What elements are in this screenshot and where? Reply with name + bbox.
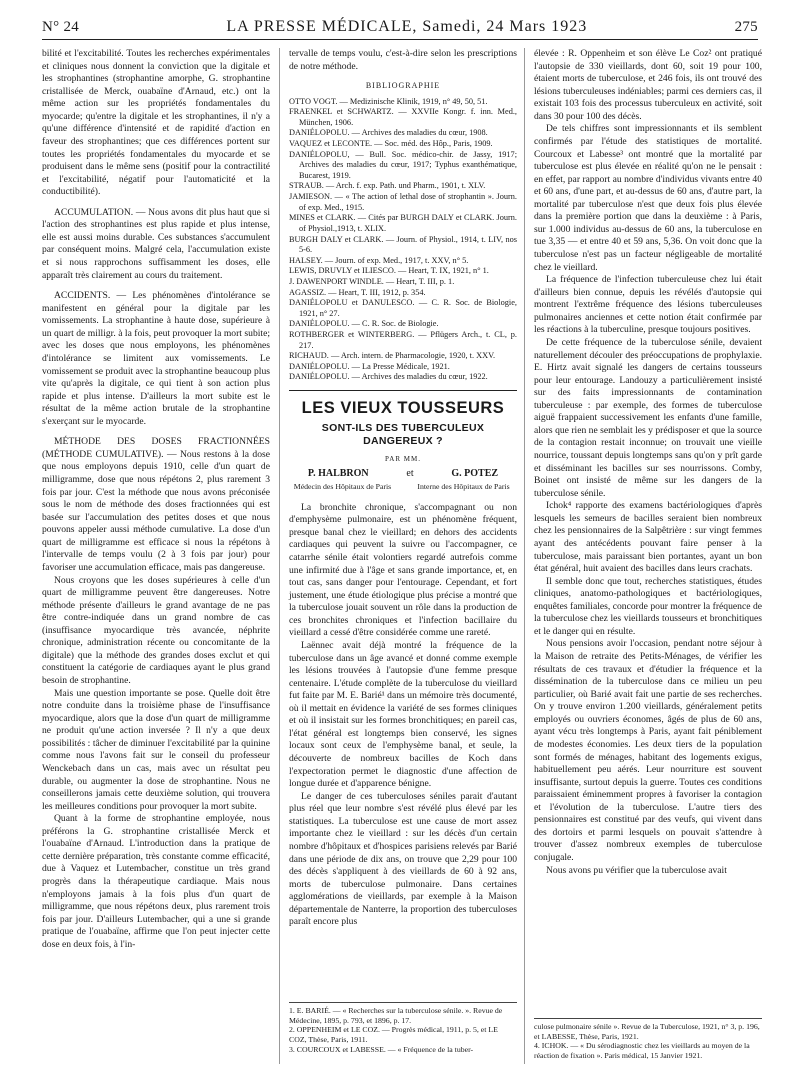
bibliography-entry: HALSEY. — Journ. of exp. Med., 1917, t. XXV, n° 5. <box>289 255 469 265</box>
bibliography-entry: RICHAUD. — Arch. intern. de Pharmacologie, 1920, t. XXV. <box>289 351 496 361</box>
bibliography-entry: BURGH DALY et CLARK. — Journ. of Physiol., 1914, t. LIV, nos 5-6. <box>289 234 517 255</box>
paragraph: ACCIDENTS. — Les phénomènes d'intolérance se manifestent en général pour la digitale par les vomissements. La strophantine à haute dose, supérieure à un quart de milligr. à la fois, peut provoquer la mort subite; avec les doses que nous employons, les phénomènes d'intolérance se limitent aux vomissements. Le vomissement se produit avec la strophantine beaucoup plus vite qu'après la digitale, ce qui tient à son action plus rapide et plus intense. D'ailleurs la mort subite est le résultat de la même action brutale de la strophantine s'exerçant sur le myocarde. <box>42 290 270 427</box>
paragraph: La bronchite chronique, s'accompagnant ou non d'emphysème pulmonaire, est un phénomène fréquent, presque banal chez le vieillard; en dehors des accidents cardiaques qui peuvent la suivre ou l'accompagner, ce catarrhe sénile était volontiers regardé autrefois comme une infirmité due à l'âge et sans grande importance, et, en tout cas, sans danger pour l'entourage. Cependant, et fort justement, une étude étiologique plus précise a montré que la tuberculose jouait souvent un rôle dans la production de ces bronchites chroniques et l'infection bacillaire du vieillard a cessé d'être considérée comme une rareté. <box>289 501 517 639</box>
bibliography-entry: AGASSIZ. — Heart, T. III, 1912, p. 354. <box>289 287 426 297</box>
paragraph: ACCUMULATION. — Nous avons dit plus haut que si l'action des strophantines est plus rapide et plus intense, elle est aussi moins durable. Ces substances s'accumulent par conséquent moins. Malgré cela, l'accumulation existe et si nous rapprochons suffisamment les doses, elle apparaît très clairement au cours du traitement. <box>42 206 270 281</box>
authors <box>289 467 517 480</box>
article-title: LES VIEUX TOUSSEURS <box>301 399 505 418</box>
footnote: 3. COURCOUX et LABESSE. — « Fréquence de la tuber- <box>289 1044 474 1054</box>
paragraph: Le danger de ces tuberculoses séniles parait d'autant plus réel que leur nombre s'est révélé plus élevé par les statistiques. La tuberculose est une cause de mort assez importante chez le vieillard : sur les décès d'un certain nombre d'hôpitaux et d'hospices parisiens relevés par Barié dans une période de dix ans, on trouve que 2,29 pour 100 des décès s'appliquent à des vieillards de 60 à 92 ans, morts de tuberculose pulmonaire. Dans certaines agglomérations de vieillards, par exemple à la Maison départementale de Nanterre, la proportion des tuberculoses paraît encore plus <box>289 790 517 928</box>
paragraph: Il semble donc que tout, recherches statistiques, études cliniques, anatomo-pathologiques et bactériologiques, enquêtes familiales, concorde pour montrer la fréquence de la tuberculose chez les vieillards tousseurs et bronchitiques et le danger qui en résulte. <box>534 575 762 637</box>
paragraph: Laënnec avait déjà montré la fréquence de la tuberculose dans un âge avancé et donné comme exemple les lésions trouvées à l'autopsie d'une femme presque centenaire. L'étude complète de la tuberculose du vieillard fut faite par M. E. Barié¹ dans un mémoire très documenté, où il mettait en évidence la variété de ses formes cliniques et où il insistait sur les formes bronchitiques; en pareil cas, l'état général est longtemps bien conservé, les signes locaux sont ceux de l'emphysème banal, et seule, la découverte de nombreux bacilles de Koch dans l'expectoration permet le diagnostic d'une affection de longue durée et d'apparence bénigne. <box>289 639 517 790</box>
bibliography-entry: J. DAWENPORT WINDLE. — Heart, T. III, p. 1. <box>289 276 455 286</box>
paragraph: Nous pensions avoir l'occasion, pendant notre séjour à la Maison de retraite des Petits-Ménages, de vérifier les résultats de ces travaux et d'étudier la fréquence et la dissémination de la tuberculose dans ce milieu un peu particulier, où Barié avait fait une partie de ses recherches. On y trouve environ 1.200 vieillards, généralement petits employés ou ouvriers économes, âgés de plus de 60 ans, ayant vécu très longtemps à Paris, ayant fait péniblement de modestes économies. Les deux tiers de la population sont formés de ménages, habitant des logements exigus, habituellement peu aérés. Leur nourriture est souvent insuffisante, surtout depuis la guerre. Toutes ces conditions paraissaient éminemment propres à favoriser la contagion et l'évolution de la tuberculose. L'autre tiers des pensionnaires est constitué par des veufs, qui vivent dans des dortoirs et parmi lesquels on pouvait s'attendre à trouver d'assez nombreux exemples de tuberculose conjugale. <box>534 638 762 863</box>
bibliography-entry: JAMIESON. — « The action of lethal dose of strophantin ». Journ. of exp. Med., 1915. <box>289 192 517 212</box>
byline-prefix: PAR MM. <box>385 455 421 464</box>
affiliation: Interne des Hôpitaux de Paris <box>417 482 510 492</box>
column-2 <box>289 48 517 929</box>
bibliography-list <box>289 97 517 383</box>
bibliography-entry: FRAENKEL et SCHWARTZ. — XXVIIe Kongr. f. inn. Med., München, 1906. <box>289 107 517 127</box>
page-header <box>42 14 758 40</box>
paragraph: La fréquence de l'infection tuberculeuse chez lui était d'ailleurs bien connue, depuis les révélés d'autopsie qui montrent l'extrême fréquence des lésions tuberculeuses pulmonaires anciennes et cette notion était confirmée par les réactions à la tuberculine, presque toujours positives. <box>534 274 762 336</box>
bibliography-entry: DANIÉLOPOLU. — Archives des maladies du cœur, 1922. <box>289 372 488 382</box>
article-subtitle: SONT-ILS DES TUBERCULEUX DANGEREUX ? <box>321 421 485 448</box>
footnote: culose pulmonaire sénile ». Revue de la Tuberculose, 1921, n° 3, p. 196, et LABESSE, Thèse, Paris, 1921. <box>534 1022 760 1041</box>
author-name: G. POTEZ <box>451 468 499 480</box>
footnote: 4. ICHOK. — « Du sérodiagnostic chez les vieillards au moyen de la réaction de fixation ». Paris médical, 15 Janvier 1921. <box>534 1041 750 1061</box>
bibliography-entry: STRAUB. — Arch. f. exp. Path. und Pharm., 1901, t. XLV. <box>289 181 486 191</box>
footnote: 2. OPPENHEIM et LE COZ. — Progrès médical, 1911, p. 5, et LE COZ, Thèse, Paris, 1911. <box>289 1025 498 1045</box>
author-name: P. HALBRON <box>307 468 369 480</box>
paragraph: MÉTHODE DES DOSES FRACTIONNÉES (MÉTHODE CUMULATIVE). — Nous restons à la dose que nous employons depuis 1910, celle d'un quart de milligramme, dose que nous répétons 2, plus rarement 3 fois par jour. C'est la méthode que nous avons préconisée sous le nom de méthode des doses fractionnées qui est basée sur l'accumulation des petites doses et que nous pouvons appeler aussi méthode cumulative. La dose d'un quart de milligramme est efficace si nous la répétons à l'intervalle de temps voulu (2 à 3 fois par jour) pour favoriser une accumulation efficace, mais pas dangereuse. <box>42 436 270 573</box>
author-conjunction: et <box>406 468 414 480</box>
footnotes-right <box>534 1018 762 1061</box>
paragraph: Nous croyons que les doses supérieures à celle d'un quart de milligramme peuvent être dangereuses. Notre méthode présente d'ailleurs le grand avantage de ne pas être contre-indiquée dans un grand nombre de cas (insuffisance myocardique très avancée, néphrite chronique, administration récente ou concomitante de la digitale) que la méthode des grandes doses exclut et qui constituent la catégorie de cardiaques ayant le plus grand besoin de strophantine. <box>42 574 270 686</box>
bibliography-entry: DANIÉLOPOLU. — Archives des maladies du cœur, 1908. <box>289 128 488 138</box>
paragraph: De tels chiffres sont impressionnants et ils semblent confirmés par l'étude des statistiques de mortalité. Courcoux et Labesse³ ont montré que la mortalité par tuberculose est plus élevée en réalité qu'on ne le pensait : en effet, par rapport au nombre d'individus vivants entre 40 et 60 ans, d'une part, et au-dessus de 60 ans, d'autre part, la mortalité par tuberculose n'est que deux fois plus élevée dans la première portion que dans la deuxième : à Paris, sur 1.000 individus au-dessus de 60 ans, la tuberculose en tue 3,35 — et entre 40 et 59 ans, 5,36. On voit donc que la tuberculose n'est pas un facteur négligeable de mortalité chez le vieillard. <box>534 123 762 273</box>
issue-number: N° 24 <box>42 19 80 35</box>
section-rule <box>289 390 517 391</box>
paragraph: bilité et l'excitabilité. Toutes les recherches expérimentales et cliniques nous donnent la conviction que la digitale et les strophantines (strophantine amorphe, G. strophantine cristallisée de Merck, ouabaïne d'Arnaud, etc.) ont la même action sur les propriétés fondamentales du myocarde; qu'entre la digitale et les strophantines, il n'y a qu'une différence d'intensité et de rapidité d'action en faveur des strophantines; que ces différences portent sur toutes les propriétés fondamentales du myocarde et se produisent dans le même sens (positif pour la contractilité et l'excitabilité, négatif pour l'automaticité et la conductibilité). <box>42 48 270 198</box>
bibliography-entry: VAQUEZ et LECONTE. — Soc. méd. des Hôp., Paris, 1909. <box>289 139 493 149</box>
bibliography-entry: MINES et CLARK. — Cités par BURGH DALY et CLARK. Journ. of Physiol.,1913, t. XLIX. <box>289 213 517 233</box>
paragraph: Ichok⁴ rapporte des examens bactériologiques d'après lesquels les semeurs de bacilles seraient bien nombreux chez les pensionnaires de la Salpêtrière : sur vingt femmes ayant des antécédents pouvant faire penser à la tuberculose, mais paraissant bien portantes, ayant un bon état général, huit avaient des bacilles dans leurs crachats. <box>534 500 762 575</box>
affiliation: Médecin des Hôpitaux de Paris <box>293 482 392 492</box>
bibliography-entry: DANIÉLOPOLU, — Bull. Soc. médico-chir. de Jassy, 1917; Archives des maladies du cœur, 1917; Typhus exanthématique, Bucarest, 1919. <box>289 149 517 180</box>
footnote: 1. E. BARIÉ. — « Recherches sur la tuberculose sénile. ». Revue de Médecine, 1895, p. 793, et 1896, p. 17. <box>289 1006 503 1025</box>
footnotes-left <box>289 1002 517 1055</box>
bibliography-entry: OTTO VOGT. — Medizinische Klinik, 1919, n° 49, 50, 51. <box>289 96 488 106</box>
column-3 <box>534 48 762 877</box>
paragraph: Nous avons pu vérifier que la tuberculose avait <box>546 864 727 876</box>
paragraph: Mais une question importante se pose. Quelle doit être notre conduite dans la troisième phase de l'insuffisance myocardique, alors que la dose d'un quart de milligramme ne produit qu'une action inversée ? Il n'y a que deux possibilités : tâcher de diminuer l'excitabilité par la quinine comme nous l'avons fait sur le conseil du professeur Wenckebach dans un cas, mais avec un résultat peu durable, ou augmenter la dose de strophantine. Nous ne conseillerons jamais cette deuxième solution, qui trouvera les meilleures conditions pour provoquer la mort subite. <box>42 687 270 812</box>
paragraph: Quant à la forme de strophantine employée, nous préférons la G. strophantine cristallisée Merck et l'ouabaïne d'Arnaud. L'introduction dans la pratique de cette dernière préparation, très constante comme efficacité, due à Vaquez et Lutembacher, constitue un très grand progrès dans la thérapeutique cardiaque. Mais nous n'employons jamais à la fois plus d'un quart de milligramme, que nous répétons deux, plus rarement trois fois par jour. D'ailleurs Lutembacher, qui a une si grande pratique de l'ouabaïne, affirme que l'on peut injecter cette dose en deux fois, à l'in- <box>42 813 270 950</box>
affiliations <box>293 482 513 491</box>
column-divider <box>279 48 280 1064</box>
bibliography-entry: ROTHBERGER et WINTERBERG. — Pflügers Arch., t. CL, p. 217. <box>289 330 517 350</box>
bibliography-entry: DANIÉLOPOLU et DANULESCO. — C. R. Soc. de Biologie, 1921, n° 27. <box>289 298 517 318</box>
journal-title: LA PRESSE MÉDICALE, Samedi, 24 Mars 1923 <box>226 18 588 35</box>
bibliography-entry: DANIÉLOPOLU. — C. R. Soc. de Biologie. <box>289 319 439 329</box>
page-number: 275 <box>734 19 758 35</box>
column-divider <box>524 48 525 1064</box>
paragraph: élevée : R. Oppenheim et son élève Le Coz² ont pratiqué l'autopsie de 330 vieillards, dont 60, soit 19 pour 100, étaient morts de tuberculose, et 246 fois, ils ont trouvé des lésions tuberculeuses indéniables; parmi ces derniers cas, il existait 103 fois des processus tuberculeux en activité, soit dans 30 pour 100 des décès. <box>534 48 762 122</box>
bibliography-entry: DANIÉLOPOLU. — La Presse Médicale, 1921. <box>289 361 450 371</box>
bibliography-heading: BIBLIOGRAPHIE <box>365 81 441 91</box>
paragraph: tervalle de temps voulu, c'est-à-dire selon les prescriptions de notre méthode. <box>289 48 517 72</box>
bibliography-entry: LEWIS, DRUVLY et ILIESCO. — Heart, T. IX, 1921, n° 1. <box>289 266 489 276</box>
column-1 <box>42 48 270 951</box>
paragraph: De cette fréquence de la tuberculose sénile, devaient naturellement découler des préoccupations de prophylaxie. E. Hirtz avait signalé les dangers de certains tousseurs pour leur entourage. Landouzy a particulièrement insisté sur des faits impressionnants de contamination tuberculeuse : par exemple, des formes de tuberculose aiguë frappaient successivement les enfants d'une famille, alors que rien ne semblait les y prédisposer et que la source de la contagion restait inconnue; on trouvait une vieille nourrice, toussant depuis longtemps sans qu'on y prît garde et disséminant les bacilles sur ses nourrissons. Comby, Boinet ont insisté de même sur les dangers de la tuberculose sénile. <box>534 336 762 499</box>
